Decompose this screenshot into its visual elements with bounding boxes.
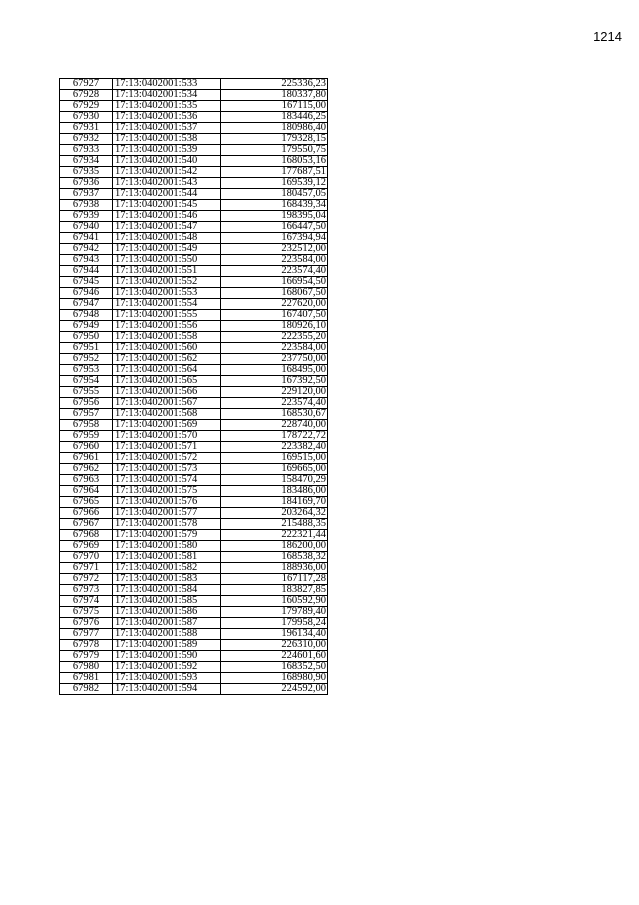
value-cell: 224601,60 <box>221 651 328 662</box>
row-number-cell: 67964 <box>60 486 113 497</box>
table-row <box>60 101 328 112</box>
row-number-cell: 67963 <box>60 475 113 486</box>
table-row <box>60 442 328 453</box>
value-cell: 215488,35 <box>221 519 328 530</box>
table-row <box>60 156 328 167</box>
value-cell: 226310,00 <box>221 640 328 651</box>
table-row <box>60 299 328 310</box>
value-cell: 222321,44 <box>221 530 328 541</box>
cadastral-number-cell: 17:13:0402001:543 <box>113 178 221 189</box>
cadastral-number-cell: 17:13:0402001:555 <box>113 310 221 321</box>
value-cell: 198395,04 <box>221 211 328 222</box>
value-cell: 203264,32 <box>221 508 328 519</box>
row-number-cell: 67951 <box>60 343 113 354</box>
table-row <box>60 420 328 431</box>
row-number-cell: 67974 <box>60 596 113 607</box>
table-row <box>60 552 328 563</box>
cadastral-number-cell: 17:13:0402001:589 <box>113 640 221 651</box>
row-number-cell: 67952 <box>60 354 113 365</box>
cadastral-number-cell: 17:13:0402001:583 <box>113 574 221 585</box>
value-cell: 229120,00 <box>221 387 328 398</box>
row-number-cell: 67965 <box>60 497 113 508</box>
row-number-cell: 67980 <box>60 662 113 673</box>
row-number-cell: 67941 <box>60 233 113 244</box>
cadastral-value-table <box>59 78 328 695</box>
cadastral-number-cell: 17:13:0402001:586 <box>113 607 221 618</box>
table-row <box>60 112 328 123</box>
row-number-cell: 67976 <box>60 618 113 629</box>
value-cell: 179550,75 <box>221 145 328 156</box>
value-cell: 223584,00 <box>221 343 328 354</box>
value-cell: 225336,23 <box>221 79 328 90</box>
value-cell: 179789,40 <box>221 607 328 618</box>
cadastral-number-cell: 17:13:0402001:585 <box>113 596 221 607</box>
value-cell: 180337,80 <box>221 90 328 101</box>
table-row <box>60 211 328 222</box>
row-number-cell: 67942 <box>60 244 113 255</box>
cadastral-number-cell: 17:13:0402001:547 <box>113 222 221 233</box>
value-cell: 223382,40 <box>221 442 328 453</box>
value-cell: 168067,50 <box>221 288 328 299</box>
row-number-cell: 67954 <box>60 376 113 387</box>
table-row <box>60 629 328 640</box>
table-row <box>60 90 328 101</box>
table-row <box>60 574 328 585</box>
row-number-cell: 67935 <box>60 167 113 178</box>
value-cell: 223584,00 <box>221 255 328 266</box>
cadastral-number-cell: 17:13:0402001:580 <box>113 541 221 552</box>
cadastral-number-cell: 17:13:0402001:533 <box>113 79 221 90</box>
cadastral-number-cell: 17:13:0402001:594 <box>113 684 221 695</box>
cadastral-number-cell: 17:13:0402001:575 <box>113 486 221 497</box>
cadastral-number-cell: 17:13:0402001:568 <box>113 409 221 420</box>
table-row <box>60 332 328 343</box>
value-cell: 183827,85 <box>221 585 328 596</box>
cadastral-number-cell: 17:13:0402001:544 <box>113 189 221 200</box>
value-cell: 169539,12 <box>221 178 328 189</box>
table-row <box>60 640 328 651</box>
value-cell: 168980,90 <box>221 673 328 684</box>
table-row <box>60 277 328 288</box>
row-number-cell: 67973 <box>60 585 113 596</box>
value-cell: 169515,00 <box>221 453 328 464</box>
row-number-cell: 67960 <box>60 442 113 453</box>
row-number-cell: 67970 <box>60 552 113 563</box>
value-cell: 180926,10 <box>221 321 328 332</box>
cadastral-number-cell: 17:13:0402001:558 <box>113 332 221 343</box>
cadastral-number-cell: 17:13:0402001:584 <box>113 585 221 596</box>
cadastral-number-cell: 17:13:0402001:571 <box>113 442 221 453</box>
row-number-cell: 67978 <box>60 640 113 651</box>
value-cell: 232512,00 <box>221 244 328 255</box>
cadastral-number-cell: 17:13:0402001:545 <box>113 200 221 211</box>
table-row <box>60 123 328 134</box>
value-cell: 167394,94 <box>221 233 328 244</box>
value-cell: 183486,00 <box>221 486 328 497</box>
cadastral-number-cell: 17:13:0402001:538 <box>113 134 221 145</box>
table-row <box>60 464 328 475</box>
table-row <box>60 222 328 233</box>
value-cell: 168439,34 <box>221 200 328 211</box>
row-number-cell: 67933 <box>60 145 113 156</box>
cadastral-number-cell: 17:13:0402001:549 <box>113 244 221 255</box>
cadastral-number-cell: 17:13:0402001:566 <box>113 387 221 398</box>
cadastral-number-cell: 17:13:0402001:569 <box>113 420 221 431</box>
value-cell: 167115,00 <box>221 101 328 112</box>
table-row <box>60 167 328 178</box>
cadastral-number-cell: 17:13:0402001:570 <box>113 431 221 442</box>
table-row <box>60 387 328 398</box>
value-cell: 179958,24 <box>221 618 328 629</box>
table-row <box>60 244 328 255</box>
row-number-cell: 67957 <box>60 409 113 420</box>
value-cell: 178722,72 <box>221 431 328 442</box>
row-number-cell: 67948 <box>60 310 113 321</box>
row-number-cell: 67945 <box>60 277 113 288</box>
row-number-cell: 67972 <box>60 574 113 585</box>
table-row <box>60 255 328 266</box>
cadastral-number-cell: 17:13:0402001:572 <box>113 453 221 464</box>
value-cell: 166447,50 <box>221 222 328 233</box>
cadastral-number-cell: 17:13:0402001:579 <box>113 530 221 541</box>
table-row <box>60 662 328 673</box>
table-row <box>60 519 328 530</box>
cadastral-number-cell: 17:13:0402001:550 <box>113 255 221 266</box>
row-number-cell: 67953 <box>60 365 113 376</box>
table-row <box>60 79 328 90</box>
value-cell: 188936,00 <box>221 563 328 574</box>
value-cell: 222355,20 <box>221 332 328 343</box>
value-cell: 168538,32 <box>221 552 328 563</box>
row-number-cell: 67967 <box>60 519 113 530</box>
cadastral-number-cell: 17:13:0402001:577 <box>113 508 221 519</box>
cadastral-number-cell: 17:13:0402001:537 <box>113 123 221 134</box>
table-row <box>60 233 328 244</box>
table-row <box>60 673 328 684</box>
table-row <box>60 398 328 409</box>
cadastral-number-cell: 17:13:0402001:567 <box>113 398 221 409</box>
row-number-cell: 67928 <box>60 90 113 101</box>
table-row <box>60 596 328 607</box>
table-row <box>60 508 328 519</box>
table-row <box>60 200 328 211</box>
table-row <box>60 486 328 497</box>
row-number-cell: 67981 <box>60 673 113 684</box>
row-number-cell: 67937 <box>60 189 113 200</box>
value-cell: 196134,40 <box>221 629 328 640</box>
value-cell: 168530,67 <box>221 409 328 420</box>
cadastral-number-cell: 17:13:0402001:581 <box>113 552 221 563</box>
table-row <box>60 343 328 354</box>
table-row <box>60 145 328 156</box>
value-cell: 179328,15 <box>221 134 328 145</box>
cadastral-number-cell: 17:13:0402001:564 <box>113 365 221 376</box>
value-cell: 166954,50 <box>221 277 328 288</box>
table-row <box>60 321 328 332</box>
cadastral-number-cell: 17:13:0402001:542 <box>113 167 221 178</box>
cadastral-number-cell: 17:13:0402001:548 <box>113 233 221 244</box>
value-cell: 167117,28 <box>221 574 328 585</box>
cadastral-number-cell: 17:13:0402001:565 <box>113 376 221 387</box>
table-row <box>60 365 328 376</box>
cadastral-number-cell: 17:13:0402001:539 <box>113 145 221 156</box>
cadastral-number-cell: 17:13:0402001:535 <box>113 101 221 112</box>
row-number-cell: 67958 <box>60 420 113 431</box>
table-row <box>60 376 328 387</box>
row-number-cell: 67966 <box>60 508 113 519</box>
value-cell: 224592,00 <box>221 684 328 695</box>
table-row <box>60 530 328 541</box>
cadastral-number-cell: 17:13:0402001:551 <box>113 266 221 277</box>
row-number-cell: 67968 <box>60 530 113 541</box>
cadastral-number-cell: 17:13:0402001:546 <box>113 211 221 222</box>
table-row <box>60 497 328 508</box>
row-number-cell: 67938 <box>60 200 113 211</box>
row-number-cell: 67931 <box>60 123 113 134</box>
cadastral-number-cell: 17:13:0402001:536 <box>113 112 221 123</box>
table-row <box>60 189 328 200</box>
cadastral-number-cell: 17:13:0402001:573 <box>113 464 221 475</box>
row-number-cell: 67956 <box>60 398 113 409</box>
row-number-cell: 67982 <box>60 684 113 695</box>
cadastral-number-cell: 17:13:0402001:582 <box>113 563 221 574</box>
cadastral-number-cell: 17:13:0402001:556 <box>113 321 221 332</box>
table-row <box>60 618 328 629</box>
cadastral-number-cell: 17:13:0402001:587 <box>113 618 221 629</box>
row-number-cell: 67950 <box>60 332 113 343</box>
value-cell: 169665,00 <box>221 464 328 475</box>
cadastral-number-cell: 17:13:0402001:534 <box>113 90 221 101</box>
cadastral-number-cell: 17:13:0402001:554 <box>113 299 221 310</box>
value-cell: 168352,50 <box>221 662 328 673</box>
row-number-cell: 67969 <box>60 541 113 552</box>
row-number-cell: 67949 <box>60 321 113 332</box>
row-number-cell: 67946 <box>60 288 113 299</box>
value-cell: 168053,16 <box>221 156 328 167</box>
row-number-cell: 67975 <box>60 607 113 618</box>
row-number-cell: 67961 <box>60 453 113 464</box>
row-number-cell: 67947 <box>60 299 113 310</box>
row-number-cell: 67932 <box>60 134 113 145</box>
cadastral-number-cell: 17:13:0402001:552 <box>113 277 221 288</box>
table-row <box>60 431 328 442</box>
cadastral-number-cell: 17:13:0402001:574 <box>113 475 221 486</box>
table-row <box>60 651 328 662</box>
table-row <box>60 563 328 574</box>
value-cell: 184169,70 <box>221 497 328 508</box>
table-row <box>60 288 328 299</box>
value-cell: 158470,29 <box>221 475 328 486</box>
cadastral-number-cell: 17:13:0402001:562 <box>113 354 221 365</box>
row-number-cell: 67927 <box>60 79 113 90</box>
cadastral-number-cell: 17:13:0402001:560 <box>113 343 221 354</box>
page-number: 1214 <box>593 29 622 44</box>
table-row <box>60 178 328 189</box>
row-number-cell: 67944 <box>60 266 113 277</box>
cadastral-number-cell: 17:13:0402001:540 <box>113 156 221 167</box>
row-number-cell: 67929 <box>60 101 113 112</box>
value-cell: 228740,00 <box>221 420 328 431</box>
value-cell: 167407,50 <box>221 310 328 321</box>
row-number-cell: 67939 <box>60 211 113 222</box>
cadastral-number-cell: 17:13:0402001:553 <box>113 288 221 299</box>
row-number-cell: 67977 <box>60 629 113 640</box>
table-row <box>60 453 328 464</box>
row-number-cell: 67962 <box>60 464 113 475</box>
row-number-cell: 67955 <box>60 387 113 398</box>
row-number-cell: 67936 <box>60 178 113 189</box>
value-cell: 223574,40 <box>221 398 328 409</box>
table-row <box>60 585 328 596</box>
value-cell: 180457,05 <box>221 189 328 200</box>
cadastral-number-cell: 17:13:0402001:576 <box>113 497 221 508</box>
row-number-cell: 67930 <box>60 112 113 123</box>
cadastral-number-cell: 17:13:0402001:592 <box>113 662 221 673</box>
table-row <box>60 607 328 618</box>
cadastral-number-cell: 17:13:0402001:590 <box>113 651 221 662</box>
table-row <box>60 684 328 695</box>
value-cell: 183446,25 <box>221 112 328 123</box>
table-row <box>60 475 328 486</box>
table-row <box>60 266 328 277</box>
value-cell: 160592,90 <box>221 596 328 607</box>
row-number-cell: 67971 <box>60 563 113 574</box>
table-row <box>60 354 328 365</box>
table-body <box>60 79 328 695</box>
cadastral-number-cell: 17:13:0402001:588 <box>113 629 221 640</box>
value-cell: 180986,40 <box>221 123 328 134</box>
value-cell: 227620,00 <box>221 299 328 310</box>
cadastral-number-cell: 17:13:0402001:593 <box>113 673 221 684</box>
row-number-cell: 67979 <box>60 651 113 662</box>
row-number-cell: 67943 <box>60 255 113 266</box>
table-row <box>60 409 328 420</box>
value-cell: 237750,00 <box>221 354 328 365</box>
table-row <box>60 310 328 321</box>
row-number-cell: 67940 <box>60 222 113 233</box>
table-row <box>60 134 328 145</box>
value-cell: 168495,00 <box>221 365 328 376</box>
cadastral-number-cell: 17:13:0402001:578 <box>113 519 221 530</box>
value-cell: 223574,40 <box>221 266 328 277</box>
value-cell: 167392,50 <box>221 376 328 387</box>
value-cell: 186200,00 <box>221 541 328 552</box>
row-number-cell: 67934 <box>60 156 113 167</box>
row-number-cell: 67959 <box>60 431 113 442</box>
value-cell: 177687,51 <box>221 167 328 178</box>
table-row <box>60 541 328 552</box>
